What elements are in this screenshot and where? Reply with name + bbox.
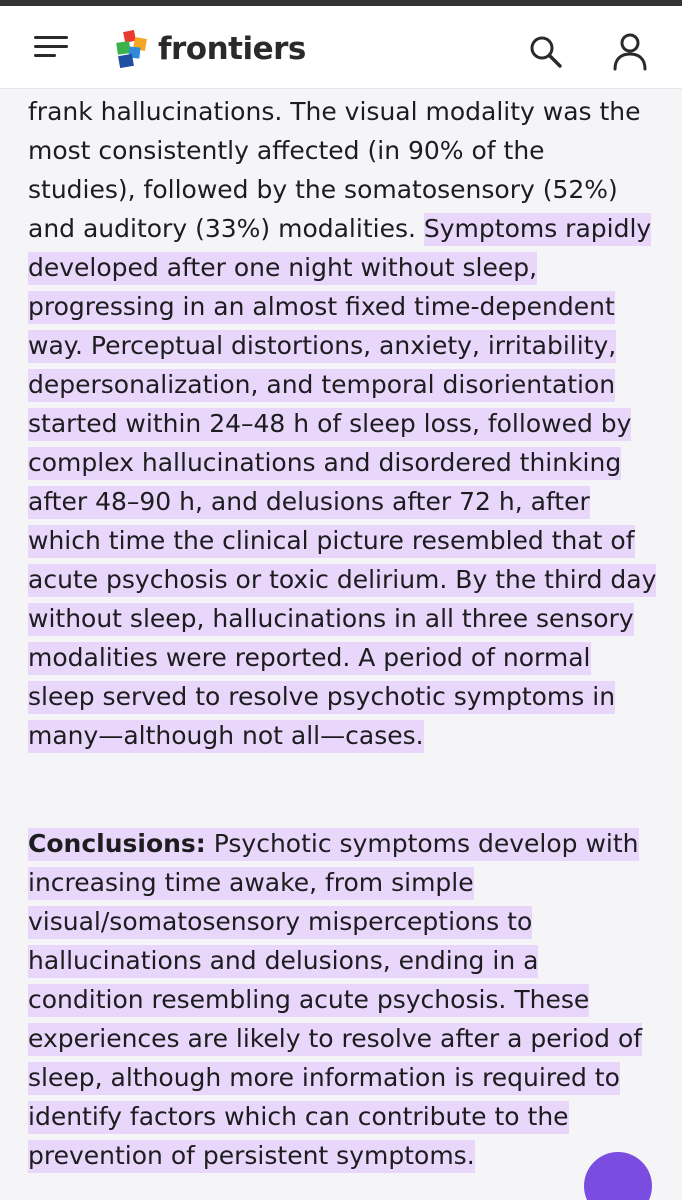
conclusions-paragraph	[28, 824, 658, 1175]
logo-text: frontiers	[158, 31, 306, 67]
highlighted-results-text: Symptoms rapidly developed after one night without sleep, progressing in an almost fixed time-dependent way. Perceptual distortions, anxiety, irritability, depersonalization, and temporal disorientation started within 24–48 h of sleep loss, followed by complex hallucinations and disordered thinking after 48–90 h, and delusions after 72 h, after which time the clinical picture resembled that of acute psychosis or toxic delirium. By the third day without sleep, hallucinations in all three sensory modalities were reported. A period of normal sleep served to resolve psychotic symptoms in many—although not all—cases.	[28, 213, 656, 753]
frontiers-logo[interactable]	[114, 26, 306, 72]
site-header	[0, 6, 682, 89]
article-body	[0, 89, 682, 1200]
conclusions-label: Conclusions:	[28, 828, 206, 861]
search-icon[interactable]	[528, 34, 564, 70]
conclusions-text: Psychotic symptoms develop with increasing time awake, from simple visual/somatosensory misperceptions to hallucinations and delusions, ending in a condition resembling acute psychosis. These experiences are likely to resolve after a period of sleep, although more information is required to identify factors which can contribute to the prevention of persistent symptoms.	[28, 828, 642, 1173]
user-icon[interactable]	[612, 32, 648, 72]
results-paragraph	[28, 92, 658, 755]
results-text: frank hallucinations. The visual modality was the most consistently affected (in 90% of the studies), followed by the somatosensory (52%) and auditory (33%) modalities.	[28, 97, 641, 243]
hamburger-menu-icon[interactable]	[34, 34, 68, 60]
frontiers-logo-mark-icon	[114, 29, 150, 69]
